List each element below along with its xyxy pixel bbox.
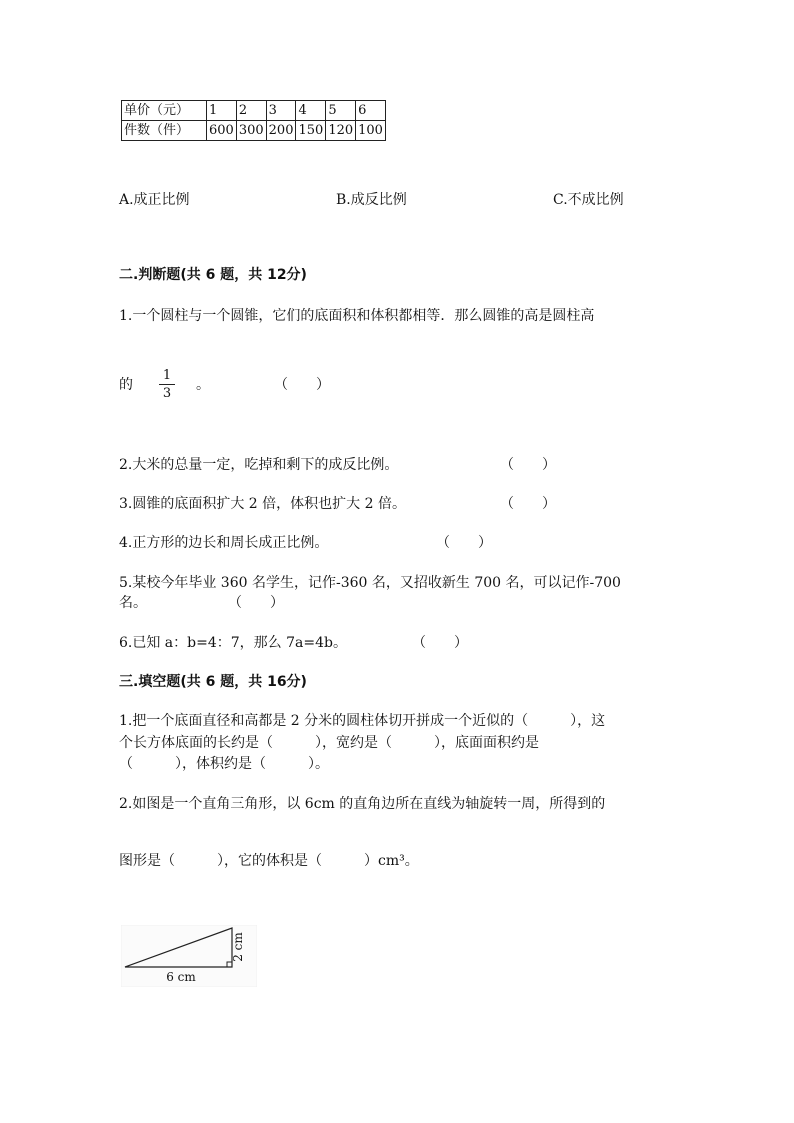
fraction-numerator: 1 bbox=[162, 368, 172, 383]
table-cell: 6 bbox=[356, 101, 386, 121]
judge-q3-text: 3.圆锥的底面积扩大 2 倍，体积也扩大 2 倍。 bbox=[119, 496, 406, 512]
table-row bbox=[122, 121, 386, 141]
judge-q1-answer-blank[interactable]: （ ） bbox=[274, 377, 330, 393]
price-quantity-table bbox=[121, 100, 386, 141]
judge-q3-answer-blank[interactable]: （ ） bbox=[500, 496, 556, 512]
table-cell: 2 bbox=[236, 101, 266, 121]
judge-q1-suffix: 。 bbox=[196, 377, 210, 393]
section-3-title: 三.填空题(共 6 题，共 16分) bbox=[119, 674, 307, 690]
base-label: 6 cm bbox=[166, 970, 196, 984]
table-cell: 4 bbox=[296, 101, 326, 121]
fill-q2-text: 2.如图是一个直角三角形，以 6cm 的直角边所在直线为轴旋转一周，所得到的 bbox=[119, 796, 606, 812]
row-header: 单价（元） bbox=[122, 101, 207, 121]
right-triangle-diagram bbox=[121, 925, 257, 987]
right-triangle-figure bbox=[121, 925, 257, 987]
fill-q1-text-cont2: （ ），体积约是（ ）。 bbox=[119, 756, 329, 772]
table-cell: 300 bbox=[236, 121, 266, 141]
judge-q4-text: 4.正方形的边长和周长成正比例。 bbox=[119, 535, 329, 551]
table-cell: 120 bbox=[326, 121, 356, 141]
judge-q5-answer-blank[interactable]: （ ） bbox=[228, 595, 284, 611]
table-cell: 600 bbox=[207, 121, 237, 141]
fraction-denominator: 3 bbox=[162, 386, 172, 401]
option-c: C.不成比例 bbox=[553, 192, 624, 208]
table-cell: 3 bbox=[266, 101, 296, 121]
table-cell: 5 bbox=[326, 101, 356, 121]
judge-q2-answer-blank[interactable]: （ ） bbox=[500, 457, 556, 473]
table-cell: 100 bbox=[356, 121, 386, 141]
fill-q2-text-cont: 图形是（ ），它的体积是（ ）cm³。 bbox=[119, 853, 419, 869]
fraction-one-third bbox=[159, 368, 175, 401]
fill-q1-text-cont: 个长方体底面的长约是（ ），宽约是（ ），底面面积约是 bbox=[119, 735, 539, 751]
table-row bbox=[122, 101, 386, 121]
judge-q1-text: 1.一个圆柱与一个圆锥，它们的底面积和体积都相等．那么圆锥的高是圆柱高 bbox=[119, 308, 595, 324]
judge-q2-text: 2.大米的总量一定，吃掉和剩下的成反比例。 bbox=[119, 457, 399, 473]
option-b: B.成反比例 bbox=[336, 192, 407, 208]
fraction-bar bbox=[159, 384, 175, 385]
judge-q4-answer-blank[interactable]: （ ） bbox=[436, 535, 492, 551]
option-a: A.成正比例 bbox=[119, 192, 190, 208]
fill-q1-text: 1.把一个底面直径和高都是 2 分米的圆柱体切开拼成一个近似的（ ），这 bbox=[119, 713, 606, 729]
height-label: 2 cm bbox=[231, 932, 245, 962]
judge-q6-text: 6.已知 a：b=4：7，那么 7a=4b。 bbox=[119, 635, 347, 651]
judge-q1-prefix: 的 bbox=[119, 377, 133, 393]
section-2-title: 二.判断题(共 6 题，共 12分) bbox=[119, 267, 307, 283]
row-header: 件数（件） bbox=[122, 121, 207, 141]
table-cell: 150 bbox=[296, 121, 326, 141]
table-cell: 200 bbox=[266, 121, 296, 141]
table-cell: 1 bbox=[207, 101, 237, 121]
judge-q5-text: 5.某校今年毕业 360 名学生，记作-360 名，又招收新生 700 名，可以记作-700 bbox=[119, 575, 621, 591]
judge-q6-answer-blank[interactable]: （ ） bbox=[412, 635, 468, 651]
judge-q5-text-cont: 名。 bbox=[119, 595, 147, 611]
